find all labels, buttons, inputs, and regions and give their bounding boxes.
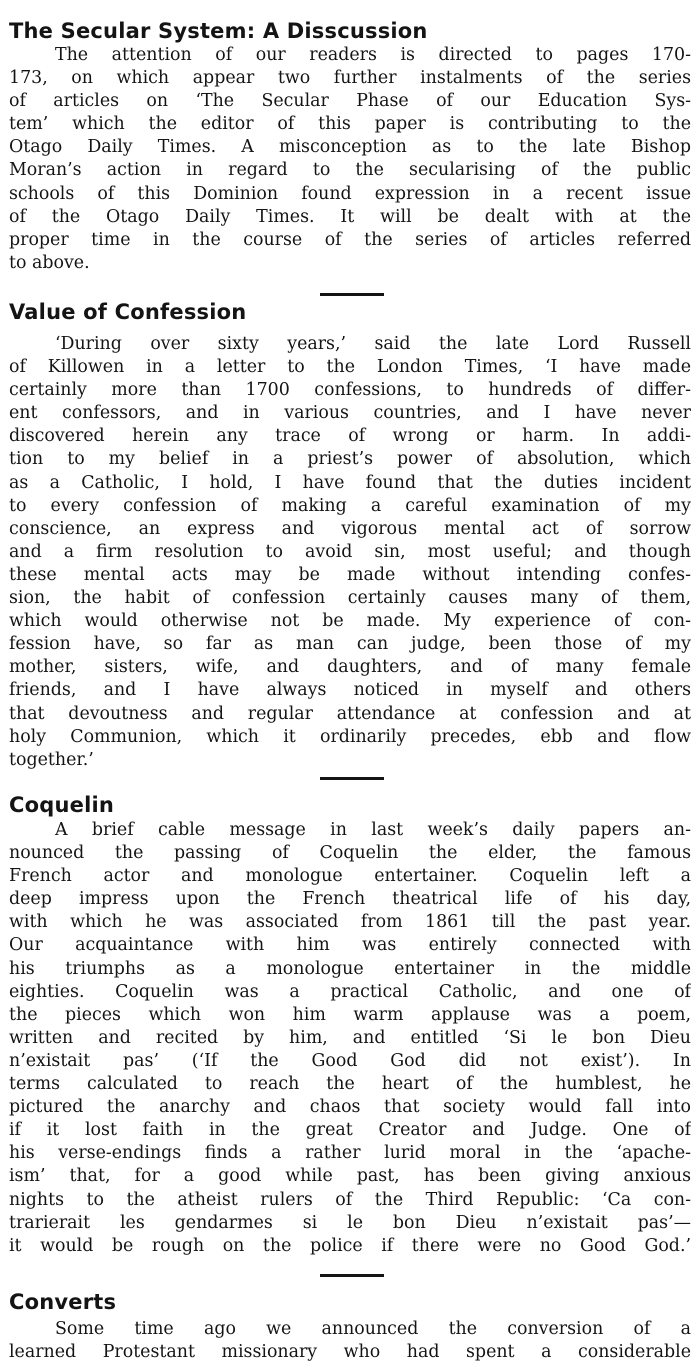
text-line: nights to the atheist rulers of the Third Republic: ‘Ca con- xyxy=(9,1189,691,1210)
text-line: these mental acts may be made without intending confes- xyxy=(9,564,691,585)
paragraph-value-of-confession xyxy=(9,333,691,772)
paragraph-secular-system xyxy=(9,44,691,275)
text-line: sion, the habit of confession certainly causes many of them, xyxy=(9,588,691,609)
section-divider xyxy=(320,293,384,296)
text-line: conscience, an express and vigorous mental act of sorrow xyxy=(9,518,691,539)
text-line: ism’ that, for a good while past, has been giving anxious xyxy=(9,1166,691,1187)
text-line: written and recited by him, and entitled ‘Si le bon Dieu xyxy=(9,1027,691,1048)
text-line: schools of this Dominion found expression in a recent issue xyxy=(9,183,691,204)
text-line: of the Otago Daily Times. It will be dealt with at the xyxy=(9,206,691,227)
text-line: The attention of our readers is directed to pages 170- xyxy=(55,45,691,65)
text-line: friends, and I have always noticed in myself and others xyxy=(9,680,691,701)
text-line: French actor and monologue entertainer. Coquelin left a xyxy=(9,866,691,887)
text-line: trarierait les gendarmes si le bon Dieu n’existait pas’— xyxy=(9,1212,691,1233)
text-line: and a firm resolution to avoid sin, most useful; and though xyxy=(9,541,691,562)
text-line: n’existait pas’ (‘If the Good God did not exist’). In xyxy=(9,1050,691,1071)
text-line: his triumphs as a monologue entertainer in the middle xyxy=(9,958,691,979)
text-line: terms calculated to reach the heart of the humblest, he xyxy=(9,1074,691,1095)
text-line: ent confessors, and in various countries, and I have never xyxy=(9,403,691,424)
text-line: learned Protestant missionary who had spent a considerable xyxy=(9,1342,691,1363)
text-line: that devoutness and regular attendance at confession and at xyxy=(9,703,691,724)
text-line: eighties. Coquelin was a practical Catholic, and one of xyxy=(9,981,691,1002)
section-divider xyxy=(320,1274,384,1277)
text-line: Some time ago we announced the conversion of a xyxy=(55,1319,691,1339)
text-line: which would otherwise not be made. My experience of con- xyxy=(9,611,691,632)
text-line: to above. xyxy=(9,252,90,273)
text-line: Moran’s action in regard to the secularising of the public xyxy=(9,160,691,181)
text-line: the pieces which won him warm applause was a poem, xyxy=(9,1004,691,1025)
text-line: tem’ which the editor of this paper is contributing to the xyxy=(9,114,691,135)
text-line: certainly more than 1700 confessions, to hundreds of differ- xyxy=(9,380,691,401)
text-line: tion to my belief in a priest’s power of absolution, which xyxy=(9,449,691,470)
section-heading-value-of-confession: Value of Confession xyxy=(9,300,247,324)
text-line: to every confession of making a careful examination of my xyxy=(9,495,691,516)
section-heading-secular-system: The Secular System: A Disscussion xyxy=(9,19,428,43)
text-line: as a Catholic, I hold, I have found that the duties incident xyxy=(9,472,691,493)
text-line: his verse-endings finds a rather lurid moral in the ‘apache- xyxy=(9,1143,691,1164)
section-heading-coquelin: Coquelin xyxy=(9,793,115,817)
text-line: of Killowen in a letter to the London Times, ‘I have made xyxy=(9,357,691,378)
section-heading-converts: Converts xyxy=(9,1290,117,1314)
text-line: Otago Daily Times. A misconception as to the late Bishop xyxy=(9,137,691,158)
text-line: if it lost faith in the great Creator and Judge. One of xyxy=(9,1120,691,1141)
text-line: with which he was associated from 1861 till the past year. xyxy=(9,912,691,933)
text-line: Our acquaintance with him was entirely connected with xyxy=(9,935,691,956)
text-line: ‘During over sixty years,’ said the late Lord Russell xyxy=(55,334,691,354)
text-line: fession have, so far as man can judge, been those of my xyxy=(9,634,691,655)
text-line: discovered herein any trace of wrong or harm. In addi- xyxy=(9,426,691,447)
text-line: holy Communion, which it ordinarily precedes, ebb and flow xyxy=(9,726,691,747)
text-line: pictured the anarchy and chaos that society would fall into xyxy=(9,1097,691,1118)
text-line: proper time in the course of the series of articles referred xyxy=(9,229,691,250)
text-line: it would be rough on the police if there were no Good God.’ xyxy=(9,1235,691,1256)
text-line: mother, sisters, wife, and daughters, and of many female xyxy=(9,657,691,678)
paragraph-converts xyxy=(9,1318,691,1364)
section-divider xyxy=(320,777,384,780)
text-line: 173, on which appear two further instalments of the series xyxy=(9,68,691,89)
text-line: of articles on ‘The Secular Phase of our Education Sys- xyxy=(9,91,691,112)
text-line: deep impress upon the French theatrical life of his day, xyxy=(9,889,691,910)
text-line: nounced the passing of Coquelin the elder, the famous xyxy=(9,843,691,864)
text-line: A brief cable message in last week’s daily papers an- xyxy=(55,820,691,840)
paragraph-coquelin xyxy=(9,819,691,1258)
text-line: together.’ xyxy=(9,749,94,770)
